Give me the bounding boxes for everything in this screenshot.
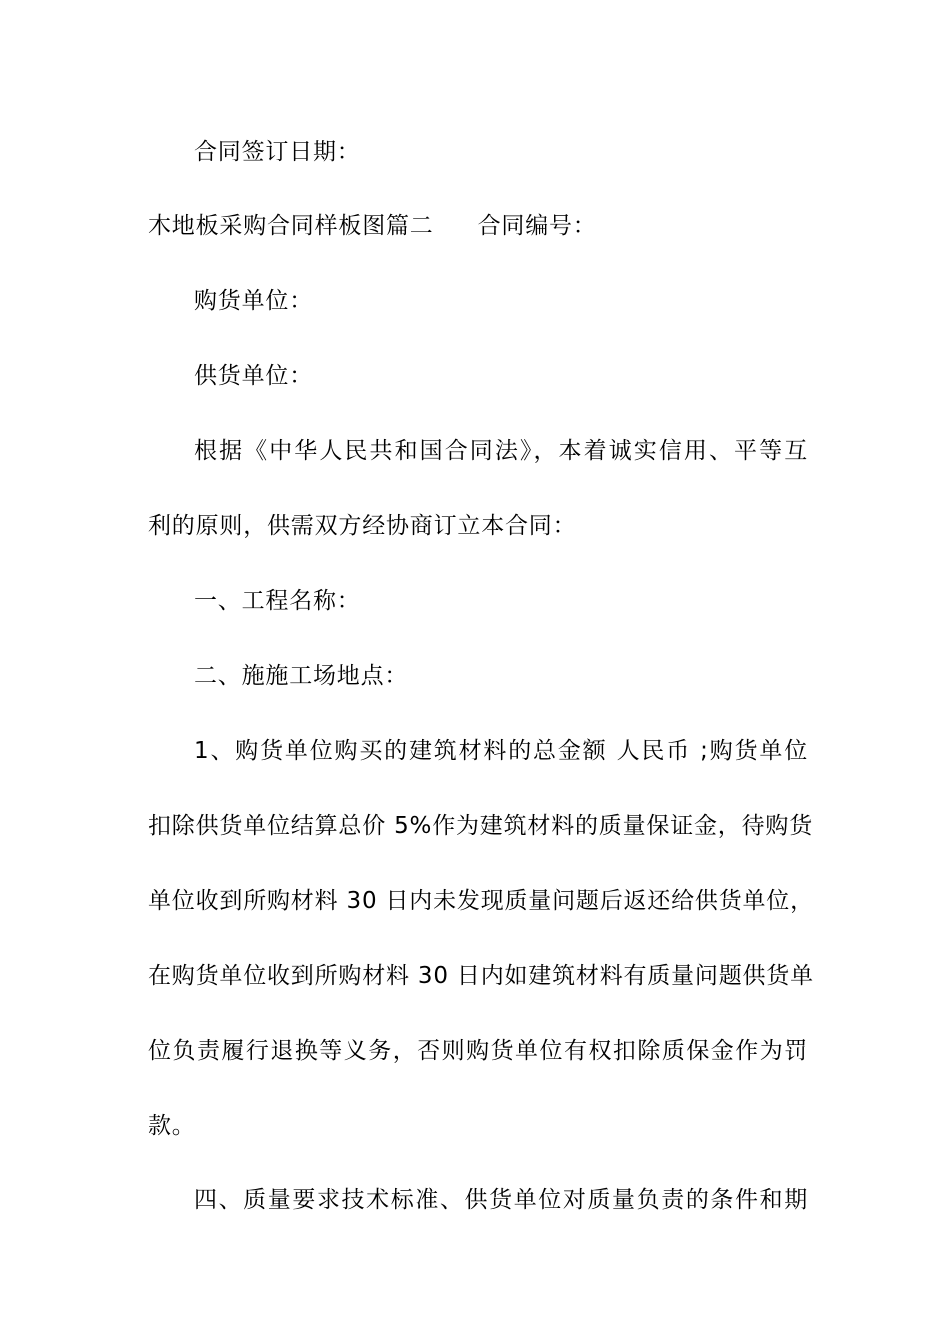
clause-1-line-6: 款。: [148, 1113, 196, 1139]
clause-1-line-4: 在购货单位收到所购材料 30 日内如建筑材料有质量问题供货单: [148, 963, 814, 989]
buyer-line: 购货单位：: [194, 288, 313, 314]
project-name-line: 一、工程名称：: [194, 588, 361, 614]
clause-1-line-2: 扣除供货单位结算总价 5%作为建筑材料的质量保证金，待购货: [148, 813, 813, 839]
clause-4-line-1: 四、质量要求技术标准、供货单位对质量负责的条件和期: [194, 1187, 808, 1213]
clause-1-line-3: 单位收到所购材料 30 日内未发现质量问题后返还给供货单位，: [148, 888, 814, 914]
paragraph-basis-line-1: 根据《中华人民共和国合同法》，本着诚实信用、平等互: [194, 438, 808, 464]
signing-date-line: 合同签订日期：: [194, 139, 361, 165]
section-title: 木地板采购合同样板图篇二: [148, 213, 434, 239]
clause-1-line-1: 1、购货单位购买的建筑材料的总金额 人民币 ;购货单位: [194, 738, 808, 764]
site-location-line: 二、施施工场地点：: [194, 663, 409, 689]
contract-number-label: 合同编号：: [477, 213, 597, 239]
paragraph-basis-line-2: 利的原则，供需双方经协商订立本合同：: [148, 513, 577, 539]
clause-1-line-5: 位负责履行退换等义务，否则购货单位有权扣除质保金作为罚: [148, 1038, 808, 1064]
supplier-line: 供货单位：: [194, 363, 313, 389]
section-title-line: [148, 211, 808, 241]
